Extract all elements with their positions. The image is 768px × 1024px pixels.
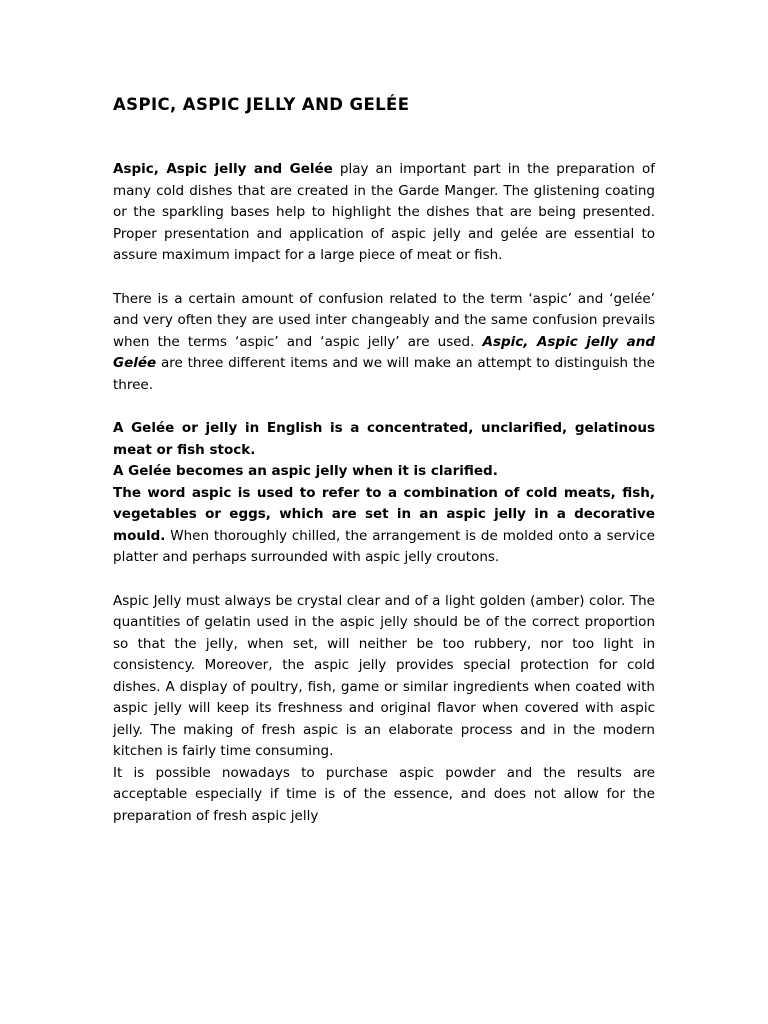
definitions-normal-text: When thoroughly chilled, the arrangement is de molded onto a service platter and perhaps surrounded with aspic jelly croutons.	[113, 527, 655, 565]
definition-aspic-jelly: A Gelée becomes an aspic jelly when it is clarified.	[113, 463, 498, 479]
confusion-text-start: There is a certain amount of confusion related to the term ‘aspic’ and ‘gelée’ and very often they are used inter changeably and the same confusion prevails when the terms ‘aspic’ and ‘aspic jelly’ are used.	[113, 290, 655, 350]
aspic-jelly-text: Aspic Jelly must always be crystal clear and of a light golden (amber) color. The quantities of gelatin used in the aspic jelly should be of the correct proportion so that the jelly, when set, will neither be too rubbery, nor too light in consistency. Moreover, the aspic jelly provides special protection for cold dishes. A display of poultry, fish, game or similar ingredients when coated with aspic jelly will keep its freshness and original flavor when covered with aspic jelly. The making of fresh aspic is an elaborate process and in the modern kitchen is fairly time consuming.	[113, 592, 655, 759]
paragraph-definitions	[113, 418, 655, 569]
confusion-text-end: are three different items and we will make an attempt to distinguish the three.	[113, 355, 655, 393]
aspic-powder-text: It is possible nowadays to purchase aspic powder and the results are acceptable especially if time is of the essence, and does not allow for the preparation of fresh aspic jelly	[113, 764, 655, 824]
paragraph-confusion	[113, 289, 655, 397]
definition-aspic: The word aspic is used to refer to a combination of cold meats, fish, vegetables or eggs, which are set in an aspic jelly in a decorative mould.	[113, 484, 655, 544]
paragraph-intro	[113, 159, 655, 267]
intro-lead-bold: Aspic, Aspic jelly and Gelée	[113, 161, 333, 177]
paragraph-aspic-jelly	[113, 591, 655, 828]
intro-text: play an important part in the preparation of many cold dishes that are created in the Garde Manger. The glistening coating or the sparkling bases help to highlight the dishes that are being presented. Proper presentation and application of aspic jelly and gelée are essential to assure maximum impact for a large piece of meat or fish.	[113, 161, 655, 263]
document-page	[113, 94, 655, 827]
confusion-emphasis: Aspic, Aspic jelly and Gelée	[113, 333, 655, 371]
document-title: ASPIC, ASPIC JELLY AND GELÉE	[113, 95, 410, 114]
definition-gelee: A Gelée or jelly in English is a concentrated, unclarified, gelatinous meat or fish stock.	[113, 420, 655, 458]
